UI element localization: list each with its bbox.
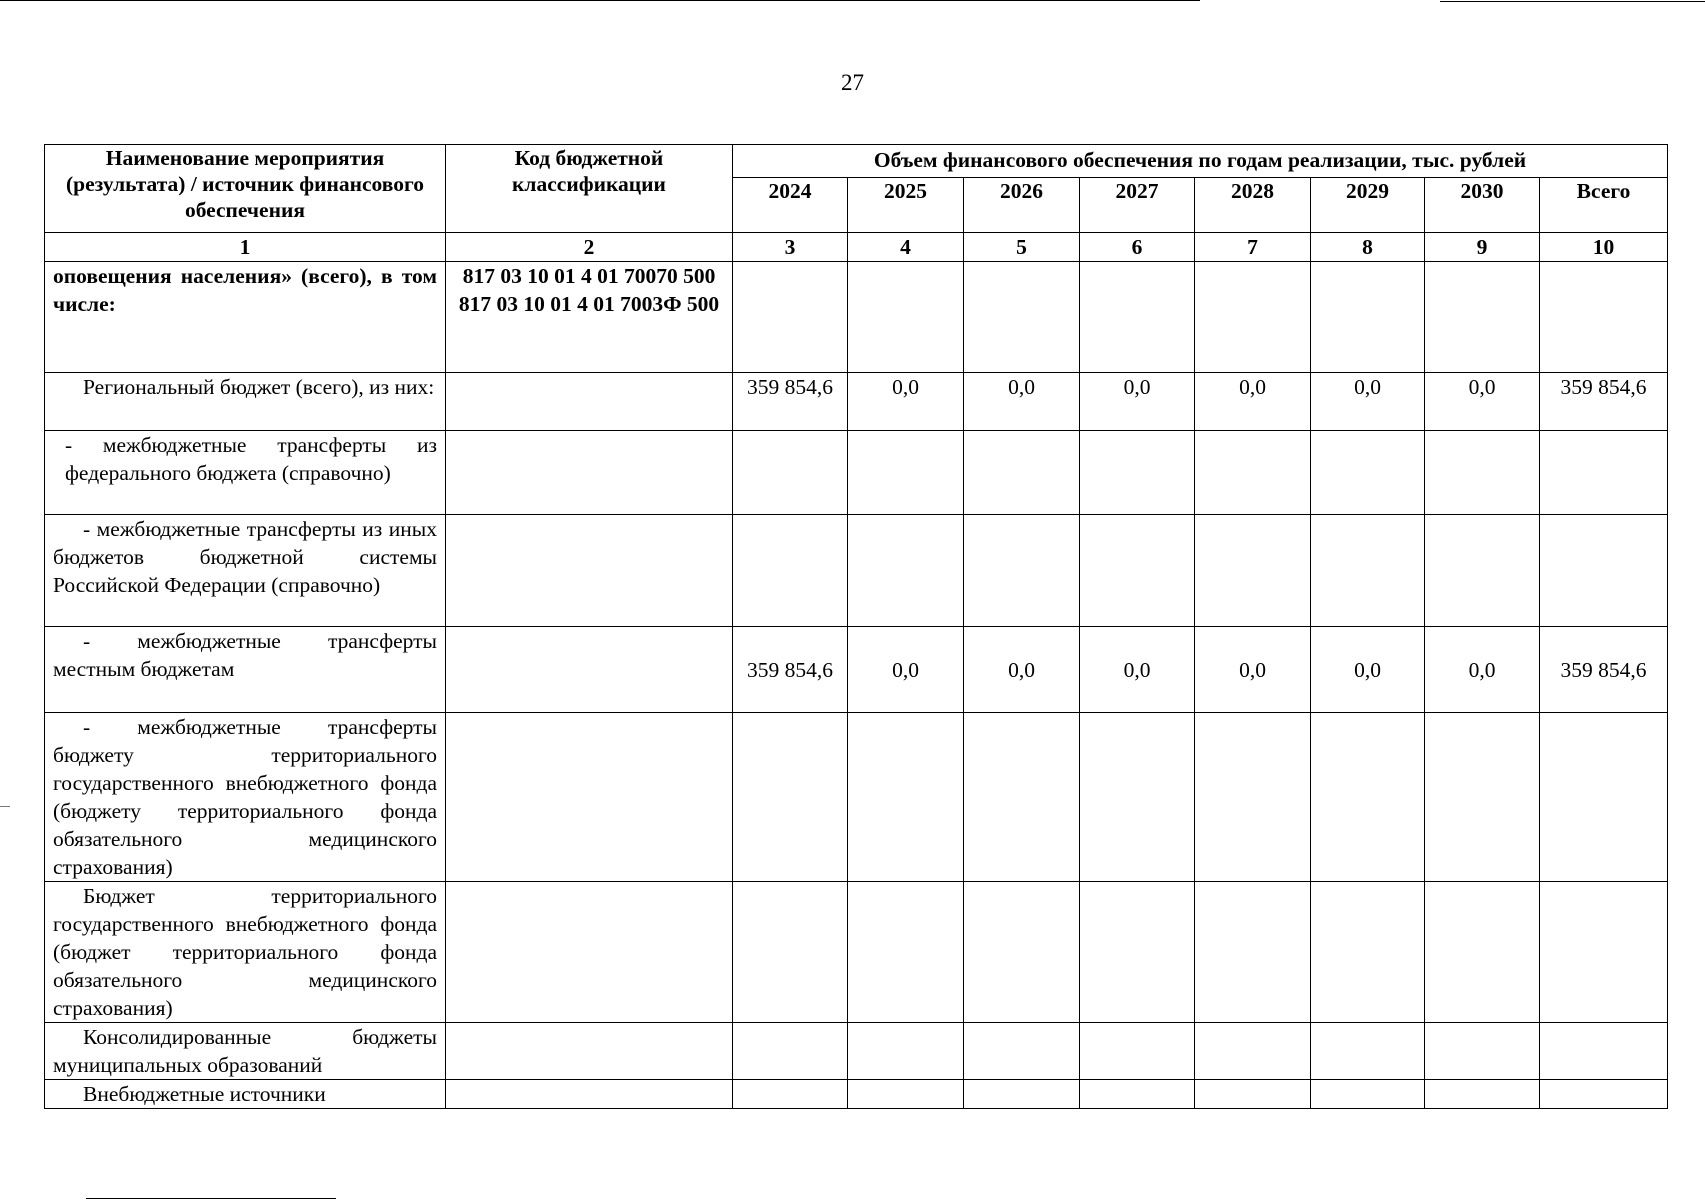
table-row [45, 713, 1668, 882]
table-row [45, 882, 1668, 1023]
row-name: - межбюджетные трансферты бюджету территориального государственного внебюджетного фонда (бюджету территориального фонда обязательного медицинского страхования) [45, 713, 446, 882]
budget-code-cell [446, 262, 733, 373]
table-row [45, 1080, 1668, 1109]
value-cell [848, 1023, 964, 1080]
value-cell [1540, 713, 1668, 882]
row-name: оповещения населения» (всего), в том числе: [45, 262, 446, 373]
row-name: - межбюджетные трансферты из федерального бюджета (справочно) [45, 431, 446, 515]
table-row [45, 627, 1668, 713]
table-row [45, 515, 1668, 627]
value-cell [1195, 515, 1311, 627]
budget-code-cell [446, 373, 733, 431]
page-edge-mark [0, 806, 10, 807]
header-name-column: Наименование мероприятия (результата) / источник финансового обеспечения [45, 145, 446, 233]
value-cell [1540, 882, 1668, 1023]
value-cell [1080, 713, 1195, 882]
value-cell [964, 713, 1080, 882]
value-cell [1311, 431, 1425, 515]
header-year: 2027 [1080, 178, 1195, 233]
value-cell [1311, 515, 1425, 627]
budget-code-cell [446, 515, 733, 627]
value-cell: 0,0 [848, 373, 964, 431]
row-name: Бюджет территориального государственного внебюджетного фонда (бюджет территориального фонда обязательного медицинского страхования) [45, 882, 446, 1023]
value-cell [1195, 1023, 1311, 1080]
value-cell [733, 431, 848, 515]
budget-code-cell [446, 882, 733, 1023]
value-cell: 0,0 [1195, 373, 1311, 431]
value-cell [964, 1080, 1080, 1109]
value-cell [1425, 1080, 1540, 1109]
budget-code-cell [446, 431, 733, 515]
value-cell [1540, 1080, 1668, 1109]
value-cell: 0,0 [1080, 627, 1195, 713]
header-year: 2030 [1425, 178, 1540, 233]
value-cell [1425, 262, 1540, 373]
value-cell [1195, 713, 1311, 882]
value-cell [1311, 1080, 1425, 1109]
column-number: 10 [1540, 233, 1668, 262]
value-cell [1425, 515, 1540, 627]
value-cell [1540, 262, 1668, 373]
value-cell [1425, 431, 1540, 515]
value-cell: 0,0 [1311, 627, 1425, 713]
value-cell [1540, 515, 1668, 627]
value-cell: 359 854,6 [1540, 373, 1668, 431]
value-cell: 0,0 [964, 627, 1080, 713]
budget-code: 817 03 10 01 4 01 7003Ф 500 [458, 292, 720, 316]
header-year: 2024 [733, 178, 848, 233]
value-cell: 0,0 [1080, 373, 1195, 431]
value-cell [848, 515, 964, 627]
budget-code-cell [446, 1080, 733, 1109]
row-name: Региональный бюджет (всего), из них: [45, 373, 446, 431]
value-cell [1311, 1023, 1425, 1080]
header-total: Всего [1540, 178, 1668, 233]
column-number: 4 [848, 233, 964, 262]
value-cell [848, 713, 964, 882]
footnote-separator [86, 1198, 336, 1199]
header-code-column: Код бюджетной классификации [446, 145, 733, 233]
page-top-edge-line-right [1440, 1, 1705, 2]
header-year: 2025 [848, 178, 964, 233]
page-top-edge-line [0, 0, 1200, 1]
row-name: Консолидированные бюджеты муниципальных образований [45, 1023, 446, 1080]
value-cell [1195, 882, 1311, 1023]
value-cell [1080, 882, 1195, 1023]
value-cell [733, 1023, 848, 1080]
value-cell [1195, 431, 1311, 515]
value-cell [1425, 882, 1540, 1023]
column-number: 1 [45, 233, 446, 262]
value-cell [1425, 713, 1540, 882]
value-cell [733, 882, 848, 1023]
value-cell: 0,0 [1195, 627, 1311, 713]
value-cell [964, 1023, 1080, 1080]
value-cell [1080, 1080, 1195, 1109]
value-cell [733, 713, 848, 882]
financing-table [44, 144, 1668, 1109]
header-year: 2028 [1195, 178, 1311, 233]
value-cell [848, 1080, 964, 1109]
row-name: Внебюджетные источники [45, 1080, 446, 1109]
value-cell [964, 882, 1080, 1023]
value-cell [1540, 431, 1668, 515]
value-cell [1195, 262, 1311, 373]
value-cell [1080, 515, 1195, 627]
table-row [45, 1023, 1668, 1080]
column-number: 2 [446, 233, 733, 262]
table-row [45, 262, 1668, 373]
column-number: 6 [1080, 233, 1195, 262]
column-number-row [45, 233, 1668, 262]
value-cell [964, 515, 1080, 627]
header-volume-group: Объем финансового обеспечения по годам реализации, тыс. рублей [733, 145, 1668, 178]
value-cell [1425, 1023, 1540, 1080]
value-cell: 359 854,6 [733, 627, 848, 713]
budget-code-cell [446, 1023, 733, 1080]
value-cell: 0,0 [848, 627, 964, 713]
row-name: - межбюджетные трансферты из иных бюджетов бюджетной системы Российской Федерации (справочно) [45, 515, 446, 627]
value-cell: 359 854,6 [733, 373, 848, 431]
table-row [45, 431, 1668, 515]
value-cell [1080, 1023, 1195, 1080]
value-cell [848, 431, 964, 515]
value-cell [1080, 262, 1195, 373]
budget-code-cell [446, 627, 733, 713]
value-cell [1311, 882, 1425, 1023]
value-cell: 0,0 [1425, 627, 1540, 713]
budget-code-cell [446, 713, 733, 882]
header-year: 2029 [1311, 178, 1425, 233]
value-cell: 359 854,6 [1540, 627, 1668, 713]
value-cell [1311, 262, 1425, 373]
value-cell [1195, 1080, 1311, 1109]
value-cell [1540, 1023, 1668, 1080]
column-number: 3 [733, 233, 848, 262]
value-cell: 0,0 [1425, 373, 1540, 431]
column-number: 5 [964, 233, 1080, 262]
header-year: 2026 [964, 178, 1080, 233]
value-cell [1080, 431, 1195, 515]
row-name: - межбюджетные трансферты местным бюджетам [45, 627, 446, 713]
value-cell: 0,0 [964, 373, 1080, 431]
value-cell [733, 515, 848, 627]
page-number: 27 [841, 70, 864, 95]
table-row [45, 373, 1668, 431]
value-cell [964, 431, 1080, 515]
column-number: 7 [1195, 233, 1311, 262]
column-number: 9 [1425, 233, 1540, 262]
value-cell: 0,0 [1311, 373, 1425, 431]
value-cell [733, 1080, 848, 1109]
value-cell [964, 262, 1080, 373]
value-cell [848, 262, 964, 373]
value-cell [733, 262, 848, 373]
value-cell [1311, 713, 1425, 882]
budget-code: 817 03 10 01 4 01 70070 500 [462, 264, 716, 288]
column-number: 8 [1311, 233, 1425, 262]
value-cell [848, 882, 964, 1023]
